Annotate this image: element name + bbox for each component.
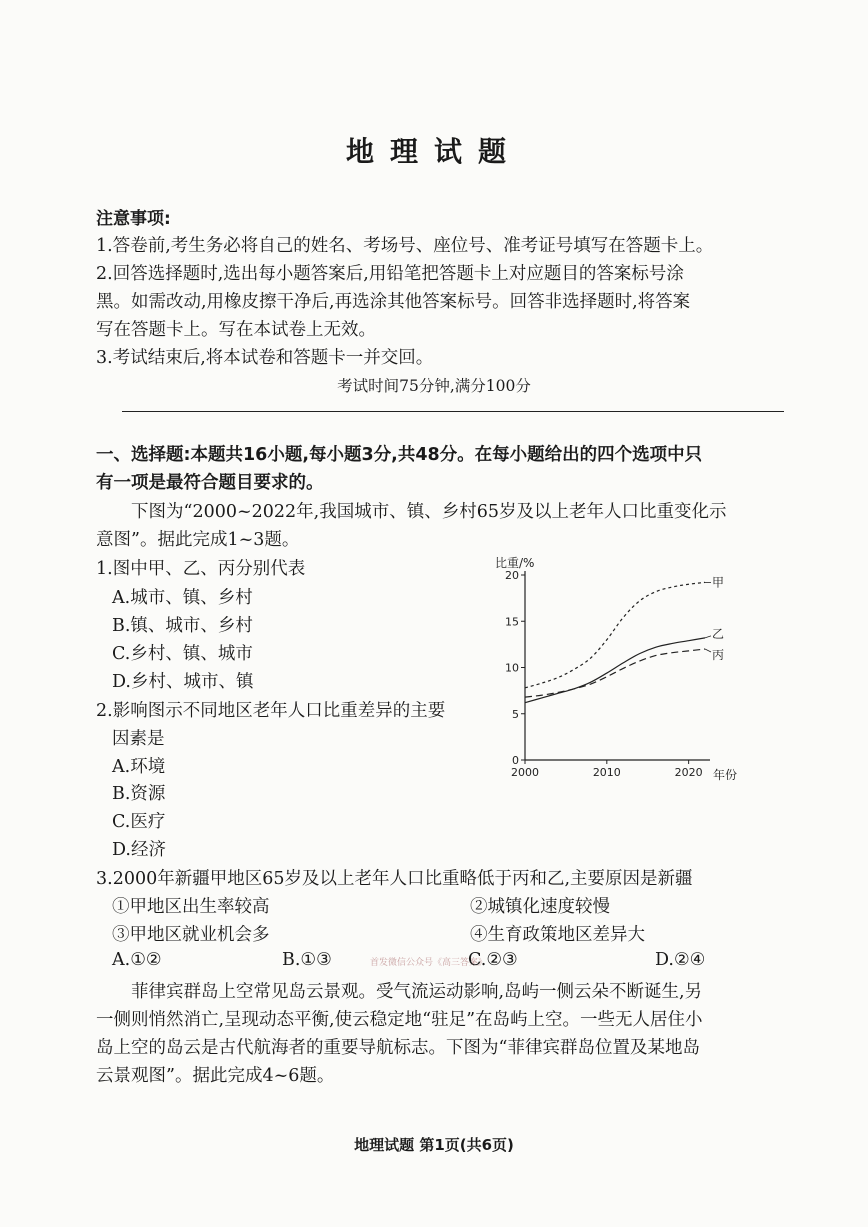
question-stem-cont: 因素是 bbox=[112, 729, 165, 749]
passage-text: 云景观图”。据此完成4~6题。 bbox=[96, 1066, 335, 1086]
choice: B.①③ bbox=[282, 950, 332, 970]
x-tick-label: 2000 bbox=[511, 766, 539, 779]
statement: ③甲地区就业机会多 bbox=[112, 925, 270, 945]
statement: ②城镇化速度较慢 bbox=[470, 897, 610, 917]
y-tick-label: 5 bbox=[512, 707, 519, 721]
option: A.城市、镇、乡村 bbox=[112, 588, 253, 608]
passage-text: 菲律宾群岛上空常见岛云景观。受气流运动影响,岛屿一侧云朵不断诞生,另 bbox=[131, 982, 703, 1002]
notice-heading: 注意事项: bbox=[96, 209, 171, 229]
chart-series bbox=[525, 575, 724, 702]
option: B.资源 bbox=[112, 784, 166, 804]
option: D.经济 bbox=[112, 840, 166, 860]
elderly-ratio-line-chart bbox=[490, 552, 760, 792]
statement: ④生育政策地区差异大 bbox=[470, 925, 645, 945]
notice-line: 3.考试结束后,将本试卷和答题卡一并交回。 bbox=[96, 348, 434, 368]
y-tick-label: 0 bbox=[512, 754, 519, 767]
passage-text: 一侧则悄然消亡,呈现动态平衡,使云稳定地“驻足”在岛屿上空。一些无人居住小 bbox=[96, 1010, 703, 1030]
choice: C.②③ bbox=[468, 950, 518, 970]
series-line-乙 bbox=[525, 638, 705, 703]
option: B.镇、城市、乡村 bbox=[112, 616, 253, 636]
question-stem: 3.2000年新疆甲地区65岁及以上老年人口比重略低于丙和乙,主要原因是新疆 bbox=[96, 869, 693, 889]
y-axis-label: 比重/% bbox=[495, 556, 535, 570]
x-axis-label: 年份 bbox=[713, 768, 738, 782]
y-tick-label: 10 bbox=[505, 661, 519, 675]
notice-line: 写在答题卡上。写在本试卷上无效。 bbox=[96, 320, 376, 340]
page-footer: 地理试题 第1页(共6页) bbox=[354, 1136, 514, 1154]
section-heading-cont: 有一项是最符合题目要求的。 bbox=[96, 473, 324, 493]
y-tick-label: 20 bbox=[505, 569, 519, 582]
series-label: 丙 bbox=[712, 648, 725, 662]
series-label: 乙 bbox=[712, 626, 725, 641]
passage-text: 下图为“2000~2022年,我国城市、镇、乡村65岁及以上老年人口比重变化示 bbox=[131, 502, 727, 522]
y-tick-label: 15 bbox=[505, 615, 519, 629]
choice: D.②④ bbox=[655, 950, 706, 970]
chart-axes bbox=[495, 555, 737, 782]
page-title: 地理试题 bbox=[345, 135, 522, 168]
notice-line: 黑。如需改动,用橡皮擦干净后,再选涂其他答案标号。回答非选择题时,将答案 bbox=[96, 292, 691, 312]
exam-info: 考试时间75分钟,满分100分 bbox=[337, 377, 531, 395]
question-stem: 2.影响图示不同地区老年人口比重差异的主要 bbox=[96, 701, 446, 721]
option: C.医疗 bbox=[112, 812, 166, 832]
section-heading: 一、选择题:本题共16小题,每小题3分,共48分。在每小题给出的四个选项中只 bbox=[96, 445, 703, 465]
x-tick-label: 2020 bbox=[674, 766, 703, 779]
choice: A.①② bbox=[112, 950, 162, 970]
series-leader bbox=[705, 636, 711, 638]
series-label: 甲 bbox=[712, 575, 725, 590]
notice-line: 1.答卷前,考生务必将自己的姓名、考场号、座位号、准考证号填写在答题卡上。 bbox=[96, 236, 714, 256]
divider bbox=[122, 411, 784, 412]
option: C.乡村、镇、城市 bbox=[112, 644, 253, 664]
x-tick-label: 2010 bbox=[592, 766, 621, 779]
notice-line: 2.回答选择题时,选出每小题答案后,用铅笔把答题卡上对应题目的答案标号涂 bbox=[96, 264, 684, 284]
option: D.乡村、城市、镇 bbox=[112, 672, 254, 692]
series-line-丙 bbox=[525, 649, 705, 697]
series-leader bbox=[705, 649, 711, 652]
passage-text: 意图”。据此完成1~3题。 bbox=[96, 530, 300, 550]
passage-text: 岛上空的岛云是古代航海者的重要导航标志。下图为“菲律宾群岛位置及某地岛 bbox=[96, 1038, 700, 1058]
watermark: 首发微信公众号《高三答案》 bbox=[370, 958, 488, 968]
question-stem: 1.图中甲、乙、丙分别代表 bbox=[96, 559, 306, 579]
statement: ①甲地区出生率较高 bbox=[112, 897, 270, 917]
option: A.环境 bbox=[112, 757, 166, 777]
